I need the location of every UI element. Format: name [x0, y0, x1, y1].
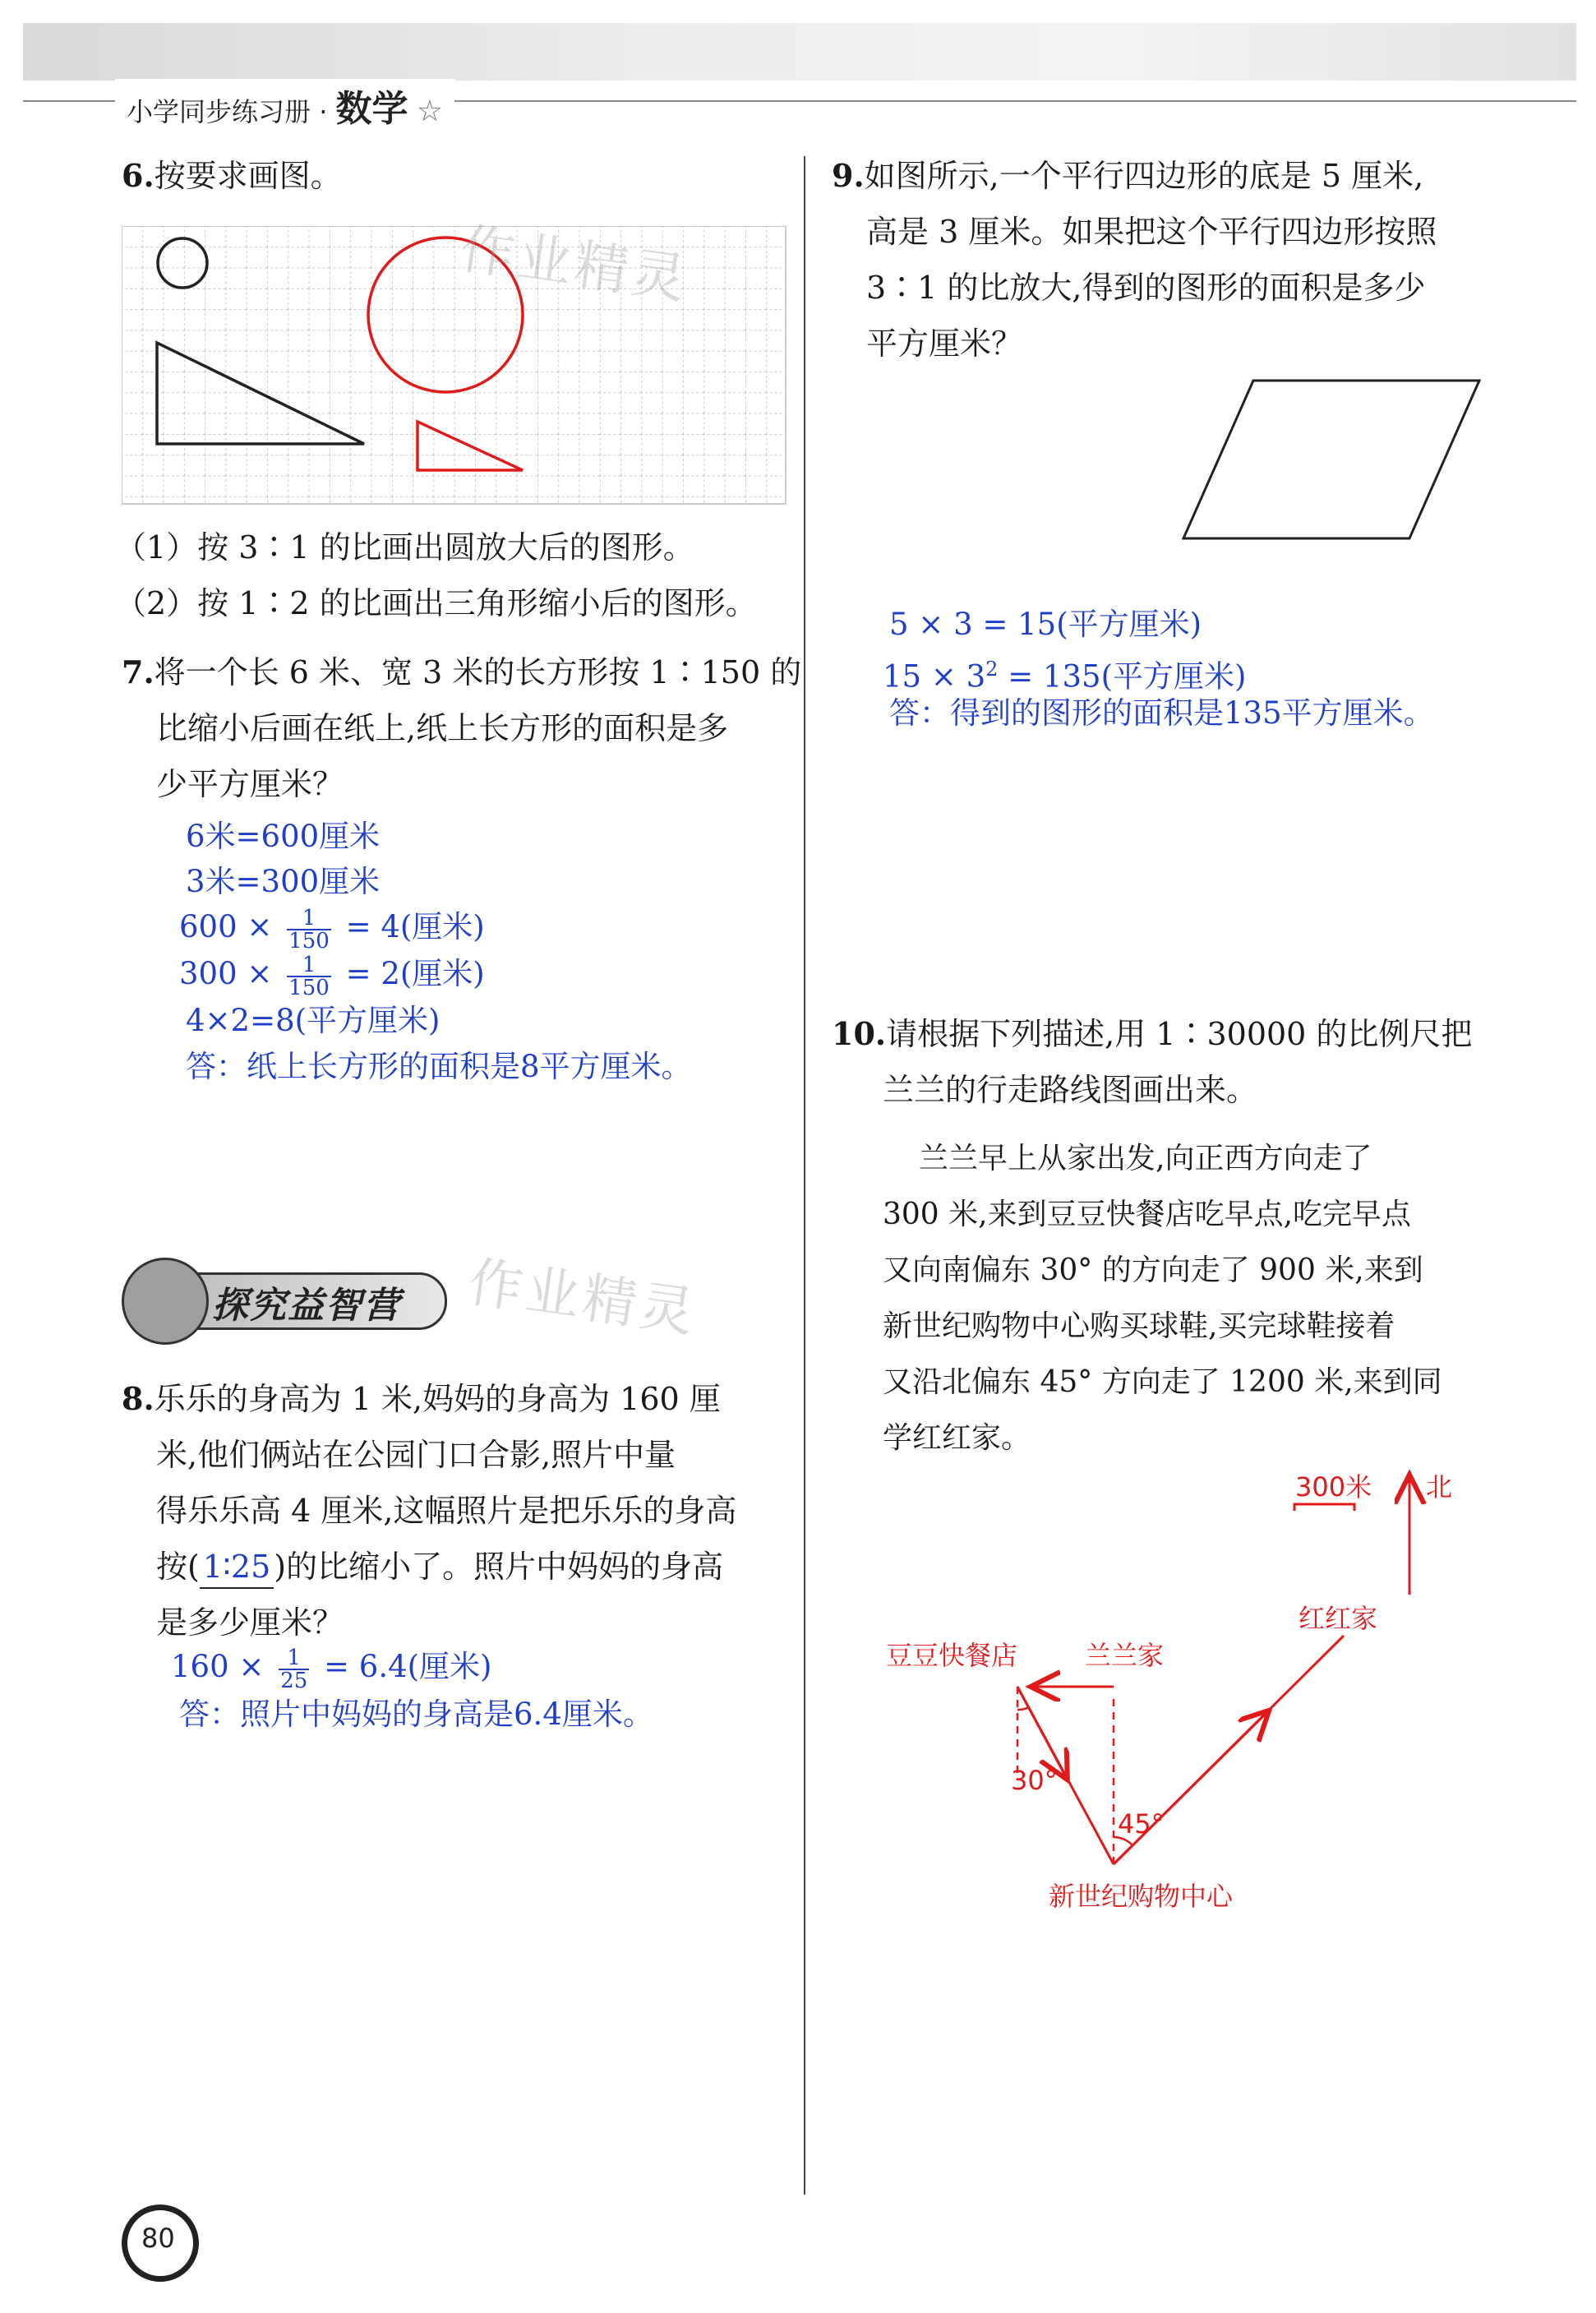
q7-answer-2: 3米=300厘米 — [186, 864, 381, 899]
mall-label: 新世纪购物中心 — [1049, 1881, 1234, 1912]
scale-label: 300米 — [1295, 1471, 1372, 1503]
q9-text-2: 高是 3 厘米。如果把这个平行四边形按照 — [866, 214, 1437, 250]
q8-text-3: 得乐乐高 4 厘米,这幅照片是把乐乐的身高 — [156, 1493, 737, 1529]
q8-a1-post: = 6.4(厘米) — [324, 1649, 492, 1684]
frac-num: 1 — [279, 1647, 309, 1670]
angle-30-label: 30° — [1011, 1765, 1058, 1796]
frac-den: 150 — [288, 928, 330, 953]
angle-arc-30 — [1017, 1707, 1029, 1710]
q7-a4-pre: 300 × — [179, 956, 273, 991]
q7-a3-pre: 600 × — [179, 909, 273, 944]
q8-text-2: 米,他们俩站在公园门口合影,照片中量 — [156, 1437, 676, 1473]
q8-l4-post: )的比缩小了。照片中妈妈的身高 — [274, 1549, 724, 1585]
q6-number: 6. — [122, 157, 155, 194]
star-icon: ☆ — [416, 95, 443, 128]
q7-text-3: 少平方厘米？ — [156, 766, 344, 802]
route-arrow-1 — [1017, 1687, 1065, 1775]
q8-blank-answer: 1∶25 — [200, 1546, 274, 1589]
frac-num: 1 — [287, 907, 331, 930]
q9-answer-1: 5 × 3 = 15(平方厘米) — [889, 607, 1202, 642]
q8-text-1: 乐乐的身高为 1 米,妈妈的身高为 160 厘 — [154, 1381, 721, 1417]
q9-a2-post: = 135(平方厘米) — [998, 658, 1247, 695]
q7-text-2: 比缩小后画在纸上,纸上长方形的面积是多 — [156, 710, 729, 746]
q7-answer-5: 4×2=8(平方厘米) — [186, 1003, 441, 1038]
q9-text-1: 如图所示,一个平行四边形的底是 5 厘米, — [864, 158, 1424, 194]
home-label: 兰兰家 — [1085, 1640, 1165, 1671]
q6-title — [122, 148, 342, 204]
header-band — [23, 23, 1576, 81]
header-title — [115, 79, 454, 132]
q9-a2-pre: 15 × 3 — [883, 658, 986, 695]
watermark: 作业精灵 — [456, 216, 694, 312]
q10-route-map — [879, 1463, 1471, 1940]
q10-text-2: 兰兰的行走路线图画出来。 — [883, 1072, 1258, 1108]
frac-den: 25 — [280, 1668, 308, 1693]
q9-line1 — [832, 148, 1423, 204]
q7-final-answer: 答：纸上长方形的面积是8平方厘米。 — [186, 1049, 692, 1084]
q8-number: 8. — [122, 1380, 155, 1417]
q8-fraction — [279, 1647, 309, 1692]
q6-text: 按要求画图。 — [154, 158, 342, 194]
q9-a2-exponent: 2 — [985, 658, 999, 681]
q7-a4-post: = 2(厘米) — [345, 956, 485, 991]
frac-num: 1 — [287, 954, 331, 977]
q9-final-answer: 答：得到的图形的面积是135平方厘米。 — [889, 695, 1434, 731]
q7-fraction-1 — [287, 907, 331, 952]
q10-desc-1: 兰兰早上从家出发,向正西方向走了 — [919, 1142, 1372, 1175]
q10-desc-6: 学红红家。 — [883, 1421, 1031, 1455]
q6-sub2: （2）按 1∶2 的比画出三角形缩小后的图形。 — [115, 585, 757, 621]
q9-text-4: 平方厘米？ — [866, 325, 1023, 362]
q7-answer-3 — [179, 904, 485, 952]
section-banner — [122, 1258, 467, 1340]
q8-text-5: 是多少厘米？ — [156, 1604, 344, 1641]
north-label: 北 — [1426, 1471, 1453, 1503]
restaurant-label: 豆豆快餐店 — [886, 1640, 1018, 1671]
q8-a1-pre: 160 × — [171, 1649, 265, 1684]
owl-mascot-icon — [122, 1258, 209, 1345]
page-number: 80 — [141, 2223, 175, 2254]
q7-answer-1: 6米=600厘米 — [186, 819, 381, 854]
q9-text-3: 3∶1 的比放大,得到的图形的面积是多少 — [866, 270, 1426, 306]
q8-final-answer: 答：照片中妈妈的身高是6.4厘米。 — [179, 1697, 653, 1732]
q9-number: 9. — [832, 157, 865, 194]
q8-l4-pre: 按( — [156, 1549, 200, 1585]
q6-sub1: （1）按 3∶1 的比画出圆放大后的图形。 — [115, 529, 694, 566]
frac-den: 150 — [288, 975, 330, 1000]
series-name: 小学同步练习册 — [127, 96, 311, 127]
angle-45-label: 45° — [1118, 1808, 1165, 1840]
parallelogram — [1183, 381, 1479, 538]
title-dot: · — [319, 96, 328, 127]
q7-line1 — [122, 644, 801, 700]
q7-answer-4 — [179, 951, 485, 999]
column-divider — [804, 156, 805, 2195]
q10-desc-5: 又沿北偏东 45° 方向走了 1200 米,来到同 — [883, 1365, 1442, 1399]
route-arrow-2 — [1114, 1714, 1266, 1864]
q10-desc-3: 又向南偏东 30° 的方向走了 900 米,来到 — [883, 1253, 1423, 1287]
scale-bar — [1294, 1504, 1354, 1511]
q8-line1 — [122, 1371, 721, 1427]
q10-line1 — [832, 1006, 1472, 1062]
q10-desc-2: 300 米,来到豆豆快餐店吃早点,吃完早点 — [883, 1198, 1412, 1231]
q10-number: 10. — [832, 1015, 887, 1052]
q10-text-1: 请根据下列描述,用 1∶30000 的比例尺把 — [886, 1016, 1473, 1052]
q10-desc-4: 新世纪购物中心购买球鞋,买完球鞋接着 — [883, 1309, 1395, 1343]
q7-fraction-2 — [287, 954, 331, 999]
banner-text: 探究益智营 — [212, 1285, 401, 1327]
q8-answer-1 — [171, 1644, 492, 1692]
friend-house-label: 红红家 — [1298, 1603, 1378, 1634]
q8-text-4 — [156, 1539, 723, 1595]
watermark: 作业精灵 — [464, 1249, 702, 1346]
subject-name: 数学 — [335, 88, 408, 130]
q9-parallelogram-figure — [1167, 374, 1496, 551]
q7-number: 7. — [122, 653, 155, 690]
q7-text-1: 将一个长 6 米、宽 3 米的长方形按 1∶150 的 — [154, 654, 802, 690]
q7-a3-post: = 4(厘米) — [345, 909, 485, 944]
